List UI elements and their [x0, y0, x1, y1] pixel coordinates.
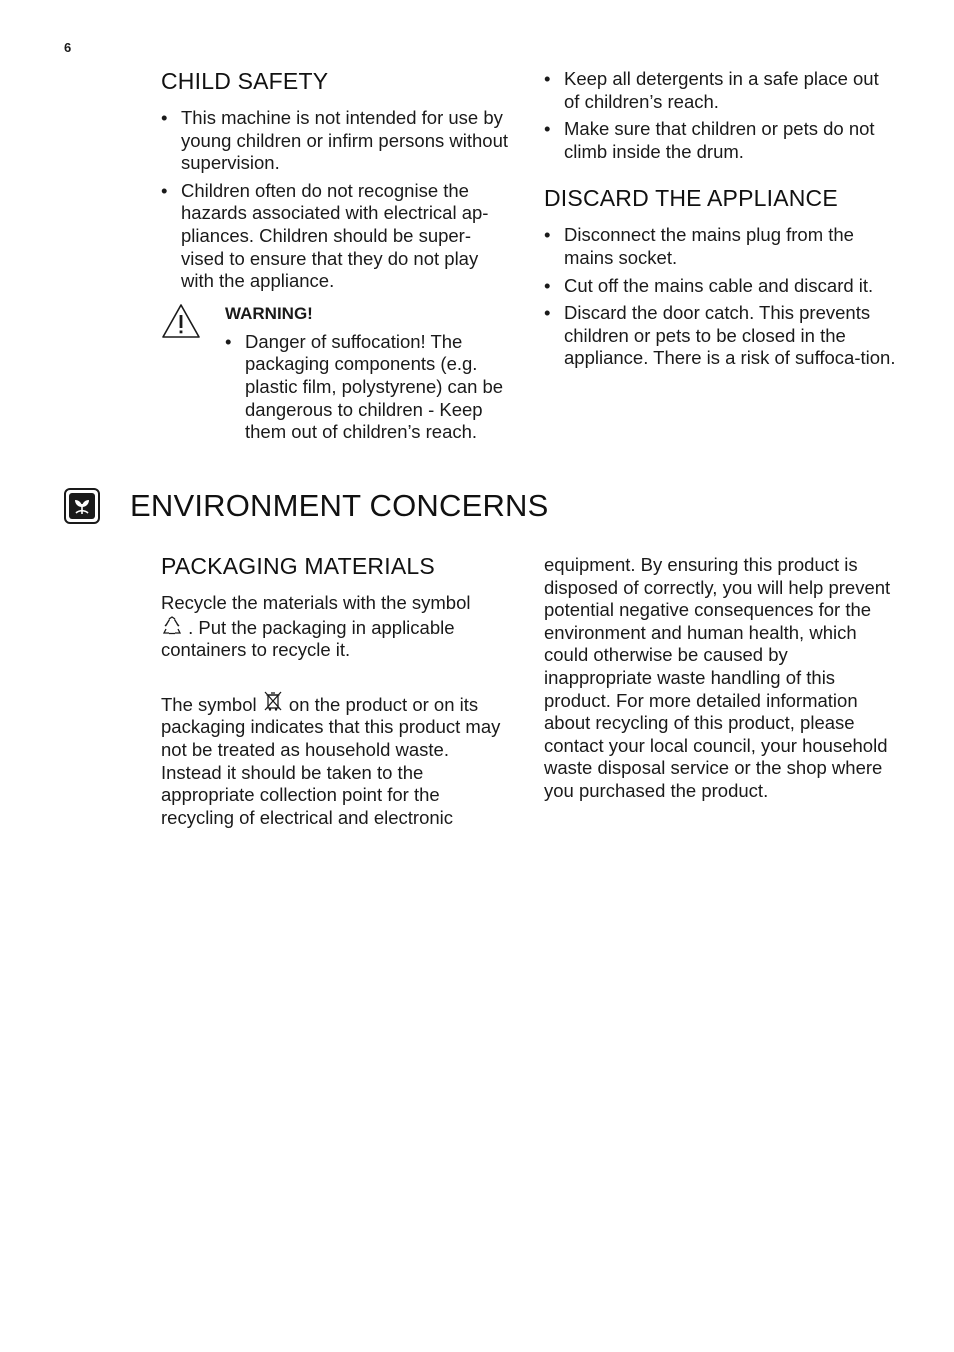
list-item: • Disconnect the mains plug from the mains socket. — [544, 224, 896, 269]
weee-text-end: on the product or on its packaging indicates that this product may not be treated as household waste. Instead it should be taken to the appropriate collection point for the recycling of electrical and electronic — [161, 693, 501, 828]
detergent-list — [544, 68, 896, 163]
crossed-bin-icon — [262, 690, 284, 712]
list-item: • Children often do not recognise the hazards associated with electrical ap-pliances. Children should be super-vised to ensure that they do not play with the appliance. — [161, 180, 511, 293]
warning-triangle-icon — [161, 303, 201, 339]
weee-paragraph-continued: equipment. By ensuring this product is disposed of correctly, you will help prevent potential negative consequences for the environment and human health, which could otherwise be caused by inappropriate waste handling of this product. For more detailed information about recycling of this product, please contact your local council, your household waste disposal service or the shop where you purchased the product. — [544, 554, 891, 801]
recycle-paragraph — [161, 592, 511, 662]
list-item: • Make sure that children or pets do not climb inside the drum. — [544, 118, 896, 163]
recycle-text-end: . Put the packaging in applicable containers to recycle it. — [161, 616, 455, 661]
list-item: • Cut off the mains cable and discard it. — [544, 275, 896, 298]
warning-title: WARNING! — [225, 303, 313, 323]
weee-paragraph — [161, 690, 511, 830]
warning-list — [225, 331, 511, 444]
environment-heading-row — [64, 488, 549, 524]
child-safety-heading: CHILD SAFETY — [161, 68, 329, 94]
environment-leaf-icon — [64, 488, 100, 524]
warning-block — [161, 303, 511, 444]
list-item: • This machine is not intended for use by young children or infirm persons without supervision. — [161, 107, 511, 175]
child-safety-list — [161, 107, 511, 293]
packaging-heading: PACKAGING MATERIALS — [161, 553, 435, 579]
discard-heading: DISCARD THE APPLIANCE — [544, 185, 838, 212]
packaging-section — [161, 553, 511, 829]
child-safety-section — [161, 68, 511, 449]
weee-text-start: The symbol — [161, 693, 257, 715]
page-number: 6 — [64, 40, 72, 55]
list-item: • Danger of suffocation! The packaging components (e.g. plastic film, polystyrene) can be dangerous to children - Keep them out of children’s reach. — [225, 331, 511, 444]
discard-list — [544, 224, 896, 370]
list-item: • Keep all detergents in a safe place out of children’s reach. — [544, 68, 896, 113]
recycle-text-start: Recycle the materials with the symbol — [161, 592, 471, 613]
list-item: • Discard the door catch. This prevents children or pets to be closed in the appliance. There is a risk of suffoca-tion. — [544, 302, 896, 370]
right-top-section — [544, 68, 896, 375]
recycle-icon — [161, 615, 183, 637]
environment-heading: ENVIRONMENT CONCERNS — [130, 488, 549, 523]
packaging-continued — [544, 554, 896, 803]
